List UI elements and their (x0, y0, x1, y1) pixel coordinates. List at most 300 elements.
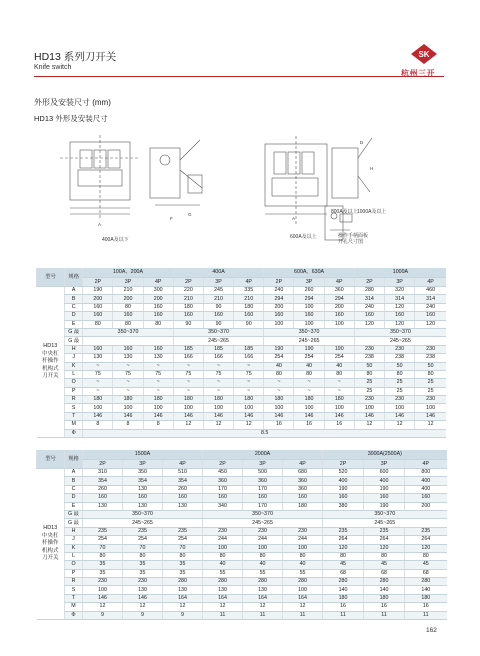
table-cell: 160 (294, 312, 324, 320)
table-cell: 280 (203, 578, 243, 586)
table-cell: 160 (385, 312, 415, 320)
table-cell: 264 (364, 536, 405, 544)
table-cell: 160 (173, 312, 203, 320)
model-label-line: 杆操作 (42, 358, 59, 365)
table-cell: 280 (323, 578, 364, 586)
table-cell: 360 (324, 287, 354, 295)
table-cell: 166 (173, 354, 203, 362)
row-key: S (65, 404, 83, 412)
table-cell: 120 (415, 320, 446, 328)
table-cell: 166 (234, 354, 264, 362)
table-cell: 80 (354, 370, 384, 378)
table-cell: 160 (415, 312, 446, 320)
table-cell: 180 (234, 396, 264, 404)
table-cell: ~ (234, 362, 264, 370)
table-cell: 80 (294, 370, 324, 378)
header-rule (34, 76, 444, 77)
table-cell: ~ (113, 379, 143, 387)
table-row (37, 379, 447, 387)
drawing-note-r4: 1000A及以上 (357, 209, 387, 215)
table-cell: 100 (294, 320, 324, 328)
table-cell: 100 (243, 544, 283, 552)
table-cell: 55 (283, 569, 323, 577)
table-cell: 11 (405, 611, 447, 619)
table-cell: 80 (83, 320, 113, 328)
table-cell: 350 (123, 469, 163, 477)
table-cell: 100 (415, 404, 446, 412)
table-cell: 180 (283, 502, 323, 510)
pole-header: 3P (385, 278, 415, 287)
table-cell: 100 (324, 404, 354, 412)
table-cell: 40 (243, 561, 283, 569)
table-cell: 280 (243, 578, 283, 586)
row-key: G 最 (65, 510, 83, 518)
row-key: K (65, 362, 83, 370)
table-cell: 235 (323, 527, 364, 535)
model-label-line: HD13 (43, 525, 58, 532)
table-cell: 210 (203, 295, 233, 303)
svg-text:SK: SK (418, 50, 430, 59)
table-cell: 190 (294, 345, 324, 353)
table-cell: 160 (234, 312, 264, 320)
table-cell: 230 (385, 345, 415, 353)
table-cell: 146 (294, 412, 324, 420)
table-cell: 120 (385, 303, 415, 311)
table-cell: 68 (364, 569, 405, 577)
table-cell: 80 (143, 320, 173, 328)
table-cell: 68 (405, 569, 447, 577)
table-cell: 90 (173, 320, 203, 328)
table-cell: 130 (143, 354, 173, 362)
table-row (37, 544, 447, 552)
table-cell: 35 (163, 561, 203, 569)
page-number: 162 (426, 627, 437, 634)
table-cell: 130 (203, 586, 243, 594)
table-cell: 100 (385, 404, 415, 412)
table-cell: 230 (203, 527, 243, 535)
table-row (37, 287, 447, 295)
table-cell: 280 (163, 578, 203, 586)
table-cell: ~ (234, 379, 264, 387)
pole-header: 4P (324, 278, 354, 287)
table-row (37, 603, 447, 611)
table-cell: 180 (113, 396, 143, 404)
table-cell: 200 (264, 303, 294, 311)
table-cell: 160 (243, 494, 283, 502)
table-cell: 80 (323, 552, 364, 560)
table-row (37, 404, 447, 412)
table-cell: 16 (294, 421, 324, 429)
table-cell: 130 (83, 502, 123, 510)
pole-header: 2P (83, 460, 123, 469)
table-cell: 35 (123, 561, 163, 569)
table-cell: 160 (203, 494, 243, 502)
table-cell: 9 (123, 611, 163, 619)
table-cell-merged: 245~265 (83, 519, 203, 527)
table-cell: 75 (143, 370, 173, 378)
table-cell: 146 (123, 594, 163, 602)
table-cell: 185 (234, 345, 264, 353)
table-cell: 160 (123, 494, 163, 502)
table-cell-merged: 350~370 (203, 510, 323, 518)
table-row (37, 295, 447, 303)
pole-header: 3P (113, 278, 143, 287)
table-cell: 75 (234, 370, 264, 378)
table-cell: 25 (354, 379, 384, 387)
table-cell: ~ (203, 387, 233, 395)
table-cell: 80 (364, 552, 405, 560)
table-cell: 80 (405, 552, 447, 560)
table-cell: 180 (143, 396, 173, 404)
table-cell: 146 (264, 412, 294, 420)
table-cell: 310 (83, 469, 123, 477)
table-cell: 146 (113, 412, 143, 420)
table-cell: ~ (143, 379, 173, 387)
table-cell: 450 (203, 469, 243, 477)
row-key: D (65, 312, 83, 320)
table-cell: 50 (415, 362, 446, 370)
table-cell: ~ (324, 387, 354, 395)
table-cell: 100 (294, 303, 324, 311)
svg-text:G: G (188, 212, 192, 217)
spec-table-2 (36, 450, 447, 620)
table-cell: 40 (294, 362, 324, 370)
table-cell: 12 (234, 421, 264, 429)
model-label-line: HD13 (43, 343, 58, 350)
header-row (37, 268, 447, 278)
row-key: A (65, 469, 83, 477)
table-cell: 235 (83, 527, 123, 535)
pole-header: 2P (203, 460, 243, 469)
table-cell: 120 (323, 544, 364, 552)
table-cell: 210 (113, 287, 143, 295)
table-cell: 146 (385, 412, 415, 420)
table-cell-merged: 350~370 (264, 328, 355, 336)
table-cell: 75 (203, 370, 233, 378)
row-key: G 最 (65, 337, 83, 345)
table-cell: 180 (203, 396, 233, 404)
table-cell: 70 (123, 544, 163, 552)
table-cell: 400 (405, 485, 447, 493)
table-cell: 9 (83, 611, 123, 619)
table-cell: 55 (203, 569, 243, 577)
row-key: S (65, 586, 83, 594)
table-row (37, 502, 447, 510)
table-cell: 100 (234, 404, 264, 412)
table-cell: 190 (323, 485, 364, 493)
table-cell: 35 (83, 561, 123, 569)
drawing-note-left: 400A及以下 (102, 237, 129, 243)
row-key: H (65, 345, 83, 353)
table-cell: 160 (143, 312, 173, 320)
table-cell-merged (83, 337, 174, 345)
pole-header: 2P (173, 278, 203, 287)
header-row (37, 450, 447, 460)
table-cell-merged: 245~265 (264, 337, 355, 345)
table-cell: 120 (405, 544, 447, 552)
table-row (37, 477, 447, 485)
table-cell: 160 (323, 494, 364, 502)
row-key: C (65, 303, 83, 311)
table-cell: 160 (143, 345, 173, 353)
table-cell: 146 (415, 412, 446, 420)
pole-header: 4P (234, 278, 264, 287)
table-cell: 180 (173, 303, 203, 311)
table-row (37, 494, 447, 502)
table-cell: 230 (415, 396, 446, 404)
table-cell: 16 (323, 603, 364, 611)
table-cell: 146 (83, 594, 123, 602)
table-cell: 180 (83, 396, 113, 404)
table-cell: 12 (123, 603, 163, 611)
row-key: T (65, 412, 83, 420)
table-row (37, 328, 447, 336)
table-cell: 25 (385, 387, 415, 395)
row-key: Φ (65, 611, 83, 619)
table-cell: 170 (243, 502, 283, 510)
table-cell: 280 (405, 578, 447, 586)
table-cell: 16 (364, 603, 405, 611)
table-cell: 11 (243, 611, 283, 619)
model-label-line: 刀开关 (41, 555, 59, 562)
table-cell: 75 (83, 370, 113, 378)
svg-text:A: A (292, 216, 296, 221)
pole-header: 2P (323, 460, 364, 469)
table-cell: 80 (83, 552, 123, 560)
table-cell: 130 (83, 354, 113, 362)
table-cell: 120 (385, 320, 415, 328)
row-key: D (65, 494, 83, 502)
table-cell: ~ (173, 379, 203, 387)
row-key: R (65, 396, 83, 404)
table-cell: 130 (113, 354, 143, 362)
table-cell: 200 (113, 295, 143, 303)
table-row (37, 578, 447, 586)
table-cell: 160 (324, 312, 354, 320)
table-cell: 80 (415, 370, 446, 378)
table-row (37, 354, 447, 362)
table-row (37, 536, 447, 544)
table-cell: 12 (173, 421, 203, 429)
table-cell: ~ (234, 387, 264, 395)
table-cell: 100 (283, 586, 323, 594)
table-cell: ~ (324, 379, 354, 387)
model-label-line: 刀开关 (42, 373, 59, 380)
table-cell: 314 (385, 295, 415, 303)
model-label-line: 中央杠 (42, 350, 59, 357)
group-header: 1000A (354, 268, 446, 278)
table-cell: 360 (203, 477, 243, 485)
table-cell: 360 (283, 477, 323, 485)
row-key: R (65, 578, 83, 586)
row-key: B (65, 295, 83, 303)
table-cell: 100 (83, 404, 113, 412)
drawing-note-right2: 开孔尺寸图 (338, 239, 364, 245)
table-cell: 120 (354, 320, 384, 328)
table-cell: 164 (243, 594, 283, 602)
table-cell: 230 (415, 345, 446, 353)
row-key: G 最 (65, 328, 83, 336)
drawing-note-mid: 600A及以上 (290, 234, 317, 240)
table-cell: 75 (173, 370, 203, 378)
table-cell: 80 (113, 320, 143, 328)
table-cell: 50 (385, 362, 415, 370)
table-cell: 294 (324, 295, 354, 303)
table-cell: 280 (354, 287, 384, 295)
pole-header-row (37, 460, 447, 469)
svg-text:D: D (360, 140, 364, 145)
table-cell: 240 (264, 287, 294, 295)
table-cell: 80 (283, 552, 323, 560)
table-row (37, 337, 447, 345)
table-cell: 680 (283, 469, 323, 477)
group-header: 400A (173, 268, 264, 278)
table-row (37, 412, 447, 420)
sk-logo-icon (410, 43, 438, 65)
pole-header: 3P (203, 278, 233, 287)
table-cell: 70 (163, 544, 203, 552)
table-cell: 230 (283, 527, 323, 535)
group-header: 100A、200A (83, 268, 174, 278)
pole-header: 4P (143, 278, 173, 287)
model-label-line: 机构式 (42, 365, 59, 372)
table-row (37, 485, 447, 493)
table-cell: 400 (364, 477, 405, 485)
table-cell: 254 (83, 536, 123, 544)
table-cell-merged: 245~265 (354, 337, 446, 345)
table-cell: 160 (143, 303, 173, 311)
col-model-header: 型号 (37, 450, 65, 469)
table-cell: 68 (323, 569, 364, 577)
table-cell: 230 (243, 527, 283, 535)
table-cell: 260 (83, 485, 123, 493)
pole-header: 4P (415, 278, 446, 287)
svg-text:H: H (370, 166, 374, 171)
table-cell: ~ (203, 362, 233, 370)
table-cell: 130 (163, 586, 203, 594)
table-cell: 354 (163, 477, 203, 485)
table-cell: 360 (243, 477, 283, 485)
table-cell: 146 (173, 412, 203, 420)
table-cell: 160 (405, 494, 447, 502)
table-cell: 180 (324, 396, 354, 404)
table-cell: 35 (83, 569, 123, 577)
table-cell: 140 (364, 586, 405, 594)
table-cell: 80 (264, 370, 294, 378)
table-cell-merged: 245~265 (323, 519, 447, 527)
row-key: O (65, 379, 83, 387)
table-row (37, 421, 447, 429)
row-key: T (65, 594, 83, 602)
table-cell-all: 8.5 (83, 429, 446, 437)
table-cell: ~ (83, 387, 113, 395)
table-cell: 254 (324, 354, 354, 362)
table-cell: 235 (405, 527, 447, 535)
table-cell: 12 (354, 421, 384, 429)
row-key: G 最 (65, 519, 83, 527)
table-cell: 40 (203, 561, 243, 569)
table-cell: 80 (163, 552, 203, 560)
table-cell: ~ (83, 379, 113, 387)
row-key: K (65, 544, 83, 552)
row-key: A (65, 287, 83, 295)
table-cell: 12 (283, 603, 323, 611)
table-cell: 100 (173, 404, 203, 412)
table-cell: 190 (364, 485, 405, 493)
table-cell: 240 (415, 303, 446, 311)
table-cell: 170 (203, 485, 243, 493)
table-cell: 25 (354, 387, 384, 395)
table-cell: 100 (324, 320, 354, 328)
section-heading: 外形及安装尺寸 (mm) (34, 98, 111, 107)
table-cell: 264 (405, 536, 447, 544)
svg-text:F: F (170, 216, 173, 221)
table-cell: 12 (243, 603, 283, 611)
table-cell: 100 (143, 404, 173, 412)
table-cell: 8 (113, 421, 143, 429)
table-cell: 11 (364, 611, 405, 619)
table-cell: 360 (283, 485, 323, 493)
table-cell: 140 (323, 586, 364, 594)
row-key: J (65, 536, 83, 544)
table-cell: 40 (264, 362, 294, 370)
table-cell: 235 (163, 527, 203, 535)
table-cell: 130 (243, 586, 283, 594)
pole-header: 3P (294, 278, 324, 287)
svg-text:A: A (98, 222, 102, 227)
table-cell-merged: 350~370 (83, 510, 203, 518)
table-cell: 500 (243, 469, 283, 477)
table-cell: 40 (283, 561, 323, 569)
table-cell: 190 (264, 345, 294, 353)
table-cell: 235 (364, 527, 405, 535)
table-row (37, 552, 447, 560)
page-subtitle: Knife switch (34, 64, 72, 71)
model-label-line: 中央杠 (41, 532, 59, 539)
brand-name: 杭州三开 (401, 69, 435, 78)
row-key: L (65, 370, 83, 378)
pole-header: 4P (163, 460, 203, 469)
table-row (37, 561, 447, 569)
row-key: Φ (65, 429, 83, 437)
drawing-note-r3: 800A及以上 (331, 209, 358, 215)
table-cell: 294 (294, 295, 324, 303)
table-cell: 354 (83, 477, 123, 485)
table-cell: 12 (163, 603, 203, 611)
spec-table-1 (36, 268, 446, 438)
table-row (37, 312, 447, 320)
table-cell: 80 (123, 552, 163, 560)
table-row (37, 527, 447, 535)
table-cell: 160 (113, 312, 143, 320)
row-key: M (65, 603, 83, 611)
table-row (37, 594, 447, 602)
table-cell: 264 (323, 536, 364, 544)
table-row (37, 519, 447, 527)
table-cell: 140 (405, 586, 447, 594)
pole-header: 4P (283, 460, 323, 469)
table-cell: 146 (83, 412, 113, 420)
section-subheading: HD13 外形及安装尺寸 (34, 114, 108, 123)
table-cell: ~ (173, 387, 203, 395)
table-cell-merged: 350~370 (83, 328, 174, 336)
table-cell: 510 (163, 469, 203, 477)
table-cell: ~ (83, 362, 113, 370)
table-cell: 800 (405, 469, 447, 477)
page-title: HD13 系列刀开关 (34, 51, 117, 63)
table-cell: ~ (143, 362, 173, 370)
table-cell: 238 (415, 354, 446, 362)
